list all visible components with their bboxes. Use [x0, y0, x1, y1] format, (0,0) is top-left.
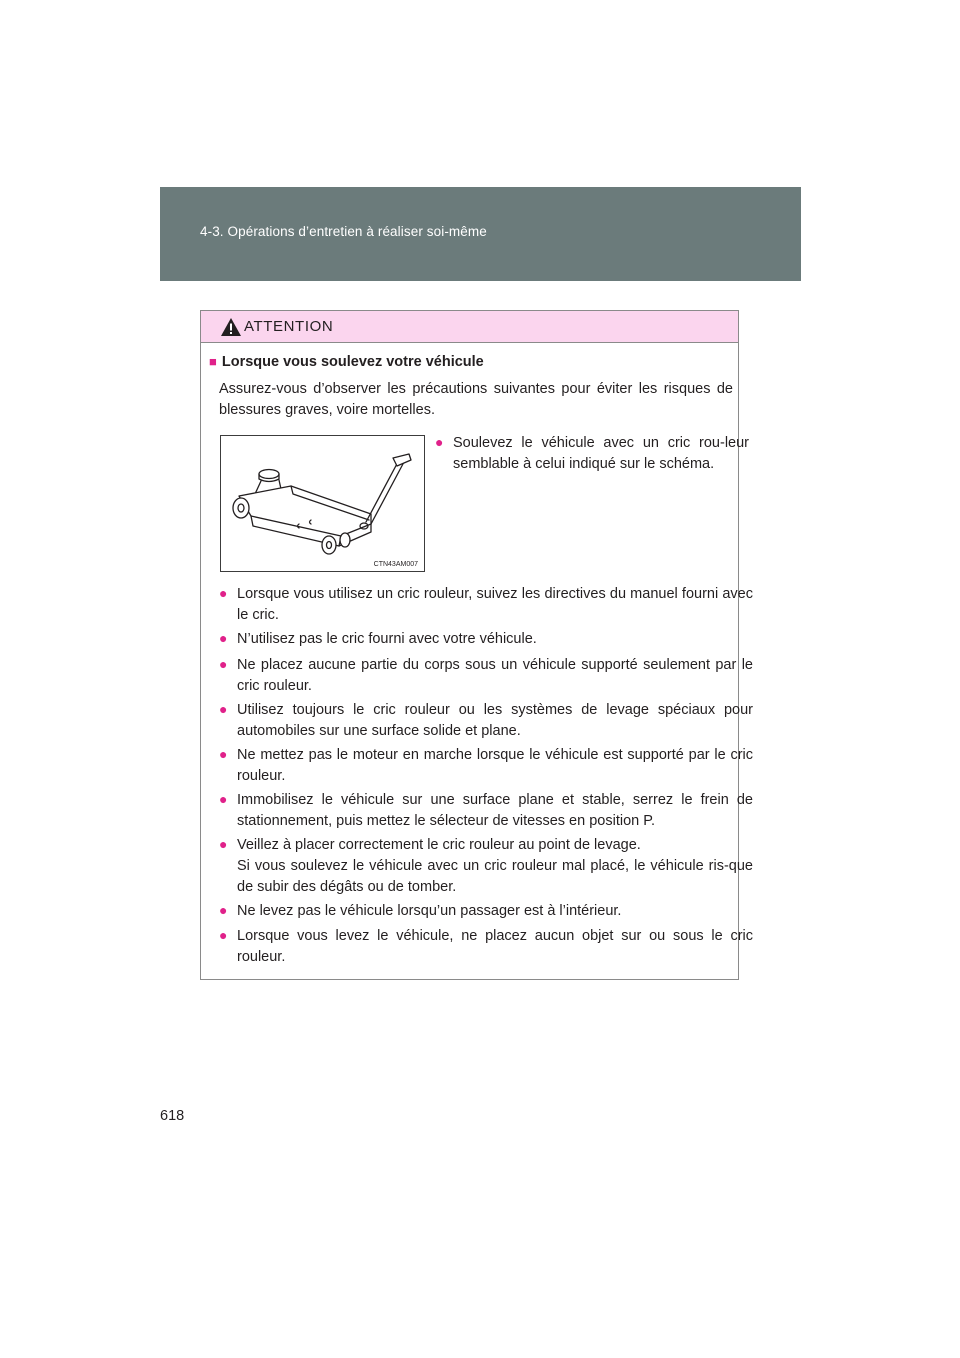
bullet-dot-icon: ●	[219, 630, 228, 646]
bullet-dot-icon: ●	[219, 585, 228, 601]
list-item: ● Lorsque vous utilisez un cric rouleur, suivez les directives du manuel fourni avec le cric.	[219, 585, 753, 623]
bullet-dot-icon: ●	[219, 791, 228, 807]
warning-triangle-icon	[220, 317, 242, 337]
bullet-dot-icon: ●	[219, 701, 228, 717]
bullet-dot-icon: ●	[219, 746, 228, 762]
list-item: ● Immobilisez le véhicule sur une surface plane et stable, serrez le frein de stationnement, puis mettez le sélecteur de vitesses en position P.	[219, 791, 753, 829]
bullet-dot-icon: ●	[219, 836, 228, 852]
list-item: ● Ne mettez pas le moteur en marche lorsque le véhicule est supporté par le cric rouleur.	[219, 746, 753, 784]
list-item: ● N’utilisez pas le cric fourni avec votre véhicule.	[219, 630, 537, 647]
square-bullet-icon: ■	[209, 354, 217, 369]
floor-jack-figure	[220, 435, 425, 572]
page-number: 618	[160, 1108, 185, 1124]
section-title-text: Lorsque vous soulevez votre véhicule	[221, 354, 484, 370]
attention-title: ATTENTION	[244, 318, 334, 335]
list-item: ● Lorsque vous levez le véhicule, ne placez aucun objet sur ou sous le cric rouleur.	[219, 927, 753, 965]
list-item: ● Utilisez toujours le cric rouleur ou les systèmes de levage spéciaux pour automobiles sur une surface solide et plane.	[219, 701, 753, 739]
intro-text: Assurez-vous d’observer les précautions suivantes pour éviter les risques de blessures graves, voire mortelles.	[219, 381, 733, 418]
bullet-dot-icon: ●	[219, 902, 228, 918]
attention-header	[201, 311, 738, 343]
list-item: ● Ne placez aucune partie du corps sous un véhicule supporté seulement par le cric rouleur.	[219, 656, 753, 694]
list-item: ● Veillez à placer correctement le cric rouleur au point de levage. Si vous soulevez le véhicule avec un cric rouleur mal placé, le véhicule ris-que de subir des dégâts ou de tomber.	[219, 836, 753, 895]
figure-code: CTN43AM007	[373, 561, 418, 568]
bullet-dot-icon: ●	[435, 434, 444, 450]
bullet-dot-icon: ●	[219, 927, 228, 943]
section-header-band	[160, 187, 801, 281]
list-item: ● Ne levez pas le véhicule lorsqu’un passager est à l’intérieur.	[219, 902, 622, 919]
floor-jack-illustration-icon	[221, 436, 426, 573]
section-header-title: 4-3. Opérations d’entretien à réaliser soi-même	[200, 224, 487, 239]
attention-box	[200, 310, 753, 980]
list-item: ● Soulevez le véhicule avec un cric rou-leur semblable à celui indiqué sur le schéma.	[435, 434, 749, 472]
bullet-dot-icon: ●	[219, 656, 228, 672]
section-title	[209, 354, 484, 370]
